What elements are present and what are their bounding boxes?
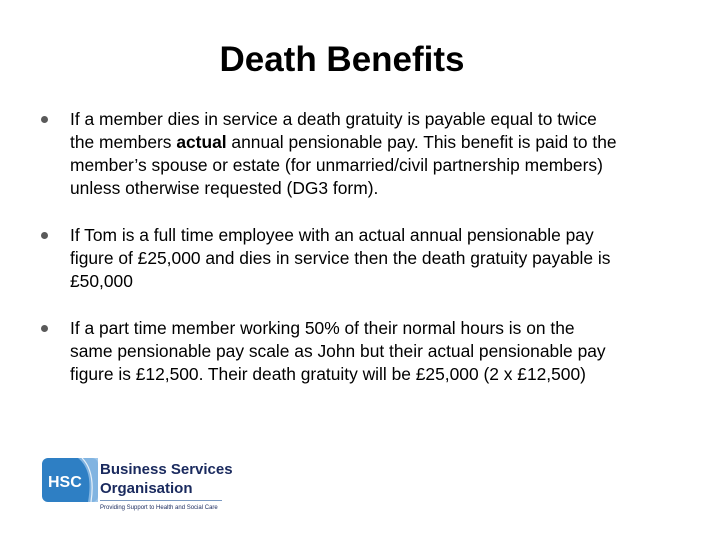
hsc-logo-icon	[42, 458, 98, 502]
slide-title: Death Benefits	[219, 40, 465, 79]
bullet-dot-icon	[41, 232, 48, 239]
bullet-text-1b: the members	[70, 132, 177, 152]
bullet-dot-icon	[41, 325, 48, 332]
organisation-name-line2: Organisation	[100, 480, 193, 497]
bullet-item-part-time-example	[38, 317, 710, 386]
bullet-text-2c: £50,000	[70, 271, 133, 291]
bullet-text-1c: annual pensionable pay. This benefit is paid to the	[226, 132, 617, 152]
bullet-text-2a: If Tom is a full time employee with an actual annual pensionable pay	[70, 225, 594, 245]
organisation-name-line1: Business Services	[100, 461, 233, 478]
bullet-text-3c: figure is £12,500. Their death gratuity will be £25,000 (2 x £12,500)	[70, 364, 586, 384]
organisation-name	[100, 460, 233, 498]
organisation-logo	[42, 458, 242, 516]
bullet-text-3a: If a part time member working 50% of their normal hours is on the	[70, 318, 575, 338]
bullet-text-1a: If a member dies in service a death gratuity is payable equal to twice	[70, 109, 597, 129]
logo-divider	[100, 500, 222, 501]
bullet-item-full-time-example	[38, 224, 710, 293]
bullet-text-2b: figure of £25,000 and dies in service then the death gratuity payable is	[70, 248, 611, 268]
bullet-text-1e: unless otherwise requested (DG3 form).	[70, 178, 379, 198]
bullet-item-death-gratuity	[38, 108, 710, 200]
bullet-text-1-actual: actual	[176, 132, 227, 152]
organisation-tagline: Providing Support to Health and Social Care	[100, 505, 218, 511]
bullet-text-3b: same pensionable pay scale as John but their actual pensionable pay	[70, 341, 606, 361]
hsc-mark-text: HSC	[48, 474, 82, 491]
bullet-list	[38, 108, 710, 386]
bullet-text-1d: member’s spouse or estate (for unmarried/civil partnership members)	[70, 155, 603, 175]
bullet-dot-icon	[41, 116, 48, 123]
